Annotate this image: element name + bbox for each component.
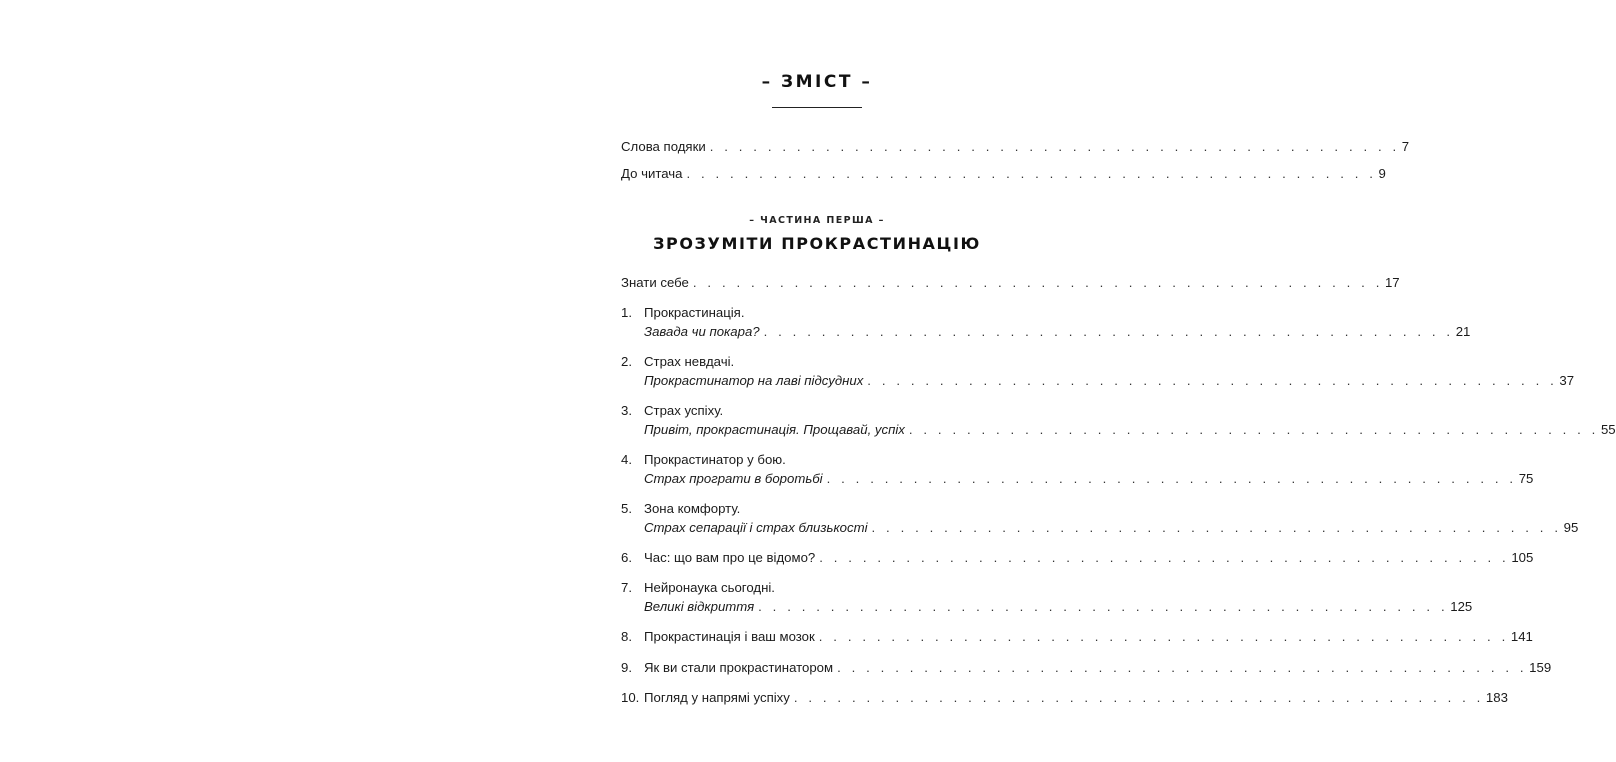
chapter-4-line1[interactable] <box>621 450 1013 469</box>
chapter-title: Прокрастинація і ваш мозок <box>644 629 815 644</box>
chapter-number: 9. <box>621 660 632 675</box>
chapter-number: 6. <box>621 550 632 565</box>
entry-page: 95 <box>1563 520 1579 535</box>
chapter-title: Погляд у напрямі успіху <box>644 690 790 705</box>
chapter-number: 7. <box>621 580 632 595</box>
chapter-title: Страх успіху. <box>644 403 724 418</box>
chapter-title: Нейронаука сьогодні. <box>644 580 775 595</box>
chapter-subtitle: Великі відкриття <box>644 599 755 614</box>
entry-title: До читача <box>621 166 683 181</box>
toc-entry-know-yourself[interactable] <box>621 273 1400 292</box>
dot-leader: . . . . . . . . . . . . . . . . . . . . . . . . . . . . . . . . . . . . . . . . . . . . . . . . <box>709 139 1400 154</box>
chapter-2-line2[interactable] <box>621 371 1575 390</box>
chapter-title: Страх невдачі. <box>644 354 735 369</box>
entry-page: 125 <box>1450 599 1473 614</box>
dot-leader: . . . . . . . . . . . . . . . . . . . . . . . . . . . . . . . . . . . . . . . . . . . . . . . . <box>871 520 1562 535</box>
entry-page: 75 <box>1518 471 1534 486</box>
chapter-10[interactable] <box>621 688 1508 707</box>
chapter-6[interactable] <box>621 548 1534 567</box>
chapter-7-line1[interactable] <box>621 578 1013 597</box>
entry-page: 9 <box>1378 166 1386 181</box>
chapter-number: 8. <box>621 629 632 644</box>
chapter-5-line2[interactable] <box>621 518 1579 537</box>
chapter-3-line2[interactable] <box>621 420 1616 439</box>
chapter-subtitle: Страх сепарації і страх близькості <box>644 520 868 535</box>
book-page-right <box>621 0 1616 762</box>
chapter-5-line1[interactable] <box>621 499 1013 518</box>
chapter-3-line1[interactable] <box>621 401 1013 420</box>
chapter-title: Прокрастинатор у бою. <box>644 452 786 467</box>
dot-leader: . . . . . . . . . . . . . . . . . . . . . . . . . . . . . . . . . . . . . . . . . . . . . . . . <box>819 550 1510 565</box>
entry-page: 55 <box>1600 422 1616 437</box>
chapter-2-line1[interactable] <box>621 352 1013 371</box>
chapter-number: 2. <box>621 354 632 369</box>
dot-leader: . . . . . . . . . . . . . . . . . . . . . . . . . . . . . . . . . . . . . . . . . . . . . . . . <box>692 275 1383 290</box>
chapter-7-line2[interactable] <box>621 597 1473 616</box>
chapter-subtitle: Прокрастинатор на лаві підсудних <box>644 373 864 388</box>
chapter-1-line2[interactable] <box>621 322 1471 341</box>
entry-page: 7 <box>1401 139 1410 154</box>
dot-leader: . . . . . . . . . . . . . . . . . . . . . . . . . . . . . . . . . . . . . . . . . . . . . . . . <box>908 422 1599 437</box>
toc-entry-to-reader[interactable] <box>621 164 1386 183</box>
entry-page: 37 <box>1559 373 1575 388</box>
entry-page: 141 <box>1510 629 1533 644</box>
chapter-title: Як ви стали прокрастинатором <box>644 660 834 675</box>
chapter-number: 5. <box>621 501 632 516</box>
dot-leader: . . . . . . . . . . . . . . . . . . . . . . . . . . . . . . . . . . . . . . . . . . . . . . . . <box>758 599 1449 614</box>
toc-entry-acknowledgements[interactable] <box>621 137 1410 156</box>
entry-page: 105 <box>1511 550 1534 565</box>
entry-page: 17 <box>1384 275 1400 290</box>
entry-title: Слова подяки <box>621 139 706 154</box>
dot-leader: . . . . . . . . . . . . . . . . . . . . . . . . . . . . . . . . . . . . . . . . . . . . . . . . <box>793 690 1484 705</box>
chapter-4-line2[interactable] <box>621 469 1534 488</box>
chapter-title: Час: що вам про це відомо? <box>644 550 816 565</box>
dot-leader: . . . . . . . . . . . . . . . . . . . . . . . . . . . . . . . . . . . . . . . . . . . . . . . . <box>763 324 1454 339</box>
chapter-number: 4. <box>621 452 632 467</box>
part-title: ЗРОЗУМІТИ ПРОКРАСТИНАЦІЮ <box>653 234 981 253</box>
chapter-9[interactable] <box>621 658 1552 677</box>
chapter-subtitle: Привіт, прокрастинація. Прощавай, успіх <box>644 422 905 437</box>
dot-leader: . . . . . . . . . . . . . . . . . . . . . . . . . . . . . . . . . . . . . . . . . . . . . . . . <box>826 471 1517 486</box>
chapter-subtitle: Страх програти в боротьбі <box>644 471 823 486</box>
dot-leader: . . . . . . . . . . . . . . . . . . . . . . . . . . . . . . . . . . . . . . . . . . . . . . . . <box>837 660 1528 675</box>
chapter-1-line1[interactable] <box>621 303 1013 322</box>
entry-page: 21 <box>1455 324 1471 339</box>
dot-leader: . . . . . . . . . . . . . . . . . . . . . . . . . . . . . . . . . . . . . . . . . . . . . . . . <box>686 166 1377 181</box>
entry-page: 183 <box>1485 690 1508 705</box>
chapter-subtitle: Завада чи покара? <box>644 324 760 339</box>
chapter-title: Прокрастинація. <box>644 305 745 320</box>
chapter-8[interactable] <box>621 627 1533 646</box>
entry-page: 159 <box>1529 660 1552 675</box>
chapter-title: Зона комфорту. <box>644 501 741 516</box>
chapter-number: 3. <box>621 403 632 418</box>
entry-title: Знати себе <box>621 275 689 290</box>
chapter-number: 10. <box>621 690 640 705</box>
heading-underline <box>772 107 862 108</box>
toc-heading: – ЗМІСТ – <box>761 72 873 92</box>
chapter-number: 1. <box>621 305 632 320</box>
part-label: – ЧАСТИНА ПЕРША – <box>749 215 885 226</box>
dot-leader: . . . . . . . . . . . . . . . . . . . . . . . . . . . . . . . . . . . . . . . . . . . . . . . . <box>867 373 1558 388</box>
dot-leader: . . . . . . . . . . . . . . . . . . . . . . . . . . . . . . . . . . . . . . . . . . . . . . . . <box>818 629 1509 644</box>
